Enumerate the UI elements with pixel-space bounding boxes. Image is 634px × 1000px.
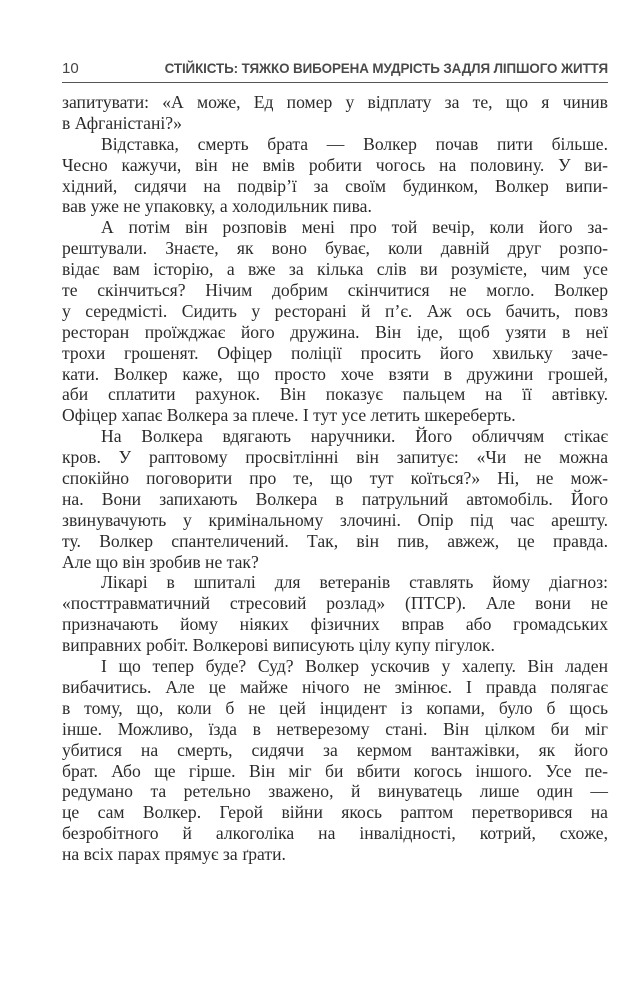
text-line: Офіцер хапає Волкера за плече. І тут усе летить шкереберть. [62,405,516,426]
paragraph [62,656,608,865]
text-line: аби сплатити рахунок. Він показує пальцем на її автівку. [62,384,608,405]
text-line: кати. Волкер каже, що просто хоче взяти в дружини грошей, [62,363,608,384]
running-header [62,58,608,83]
text-line: відає вам історію, а вже за кілька слів ви розумієте, чим усе [62,259,608,280]
paragraph [62,134,608,218]
paragraph [62,572,608,656]
text-line: ресторан проїжджає його дружина. Він іде, щоб узяти в неї [62,321,608,342]
text-line: А потім він розповів мені про той вечір, коли його за- [101,217,608,238]
text-line: хідний, сидячи на подвір’ї за своїм будинком, Волкер випи- [62,175,608,196]
text-line: те скінчиться? Нічим добрим скінчитися не могло. Волкер [62,280,608,301]
text-line: виправних робіт. Волкерові виписують цілу купу пігулок. [62,635,495,656]
text-line: вав уже не упаковку, а холодильник пива. [62,196,372,217]
paragraph [62,92,608,134]
text-line: Лікарі в шпиталі для ветеранів ставлять йому діагноз: [101,572,608,593]
text-line: Відставка, смерть брата — Волкер почав пити більше. [101,133,608,154]
text-line: кров. У раптовому просвітлінні він запитує: «Чи не можна [62,447,608,468]
text-line: Але що він зробив не так? [62,551,259,572]
paragraph [62,217,608,426]
text-line: на всіх парах прямує за ґрати. [62,844,286,865]
text-line: на. Вони запихають Волкера в патрульний автомобіль. Його [62,488,608,509]
text-line: Чесно кажучи, він не вмів робити чогось на половину. У ви- [62,154,608,175]
text-line: у середмісті. Сидить у ресторані й п’є. Аж ось бачить, повз [62,300,608,321]
text-line: «посттравматичний стресовий розлад» (ПТСР). Але вони не [62,593,608,614]
text-line: в Афганістані?» [62,112,182,133]
text-line: трохи грошенят. Офіцер поліції просить його хвильку заче- [62,342,608,363]
text-line: убитися на смерть, сидячи за кермом вантажівки, як його [62,739,608,760]
text-line: ту. Волкер спантеличений. Так, він пив, авжеж, це правда. [62,530,608,551]
text-line: безробітного й алкоголіка на інвалідності, котрий, схоже, [62,823,608,844]
text-line: І що тепер буде? Суд? Волкер ускочив у халепу. Він ладен [101,656,608,677]
text-line: запитувати: «А може, Ед помер у відплату за те, що я чинив [62,92,608,112]
body-text [62,92,608,865]
text-line: редумано та ретельно зважено, й винуватець лише один — [62,781,608,802]
text-line: спокійно поговорити про те, що тут коїться?» Ні, не мож- [62,468,608,489]
text-line: рештували. Знаєте, як воно буває, коли давній друг розпо- [62,238,608,259]
text-line: в тому, що, коли б не цей інцидент із копами, було б щось [62,697,608,718]
running-title: СТІЙКІСТЬ: ТЯЖКО ВИБОРЕНА МУДРІСТЬ ЗАДЛЯ ЛІПШОГО ЖИТТЯ [164,61,608,76]
page-number: 10 [62,60,79,77]
text-line: інше. Можливо, їзда в нетверезому стані. Він цілком би міг [62,718,608,739]
text-line: це сам Волкер. Герой війни якось раптом перетворився на [62,802,608,823]
paragraph [62,426,608,572]
text-line: брат. Або ще гірше. Він міг би вбити когось іншого. Усе пе- [62,760,608,781]
text-line: вибачитись. Але це майже нічого не змінює. І правда полягає [62,676,608,697]
text-line: На Волкера вдягають наручники. Його обличчям стікає [101,426,608,447]
text-line: звинувачують у кримінальному злочині. Опір під час арешту. [62,509,608,530]
text-line: призначають йому ніяких фізичних вправ або громадських [62,614,608,635]
